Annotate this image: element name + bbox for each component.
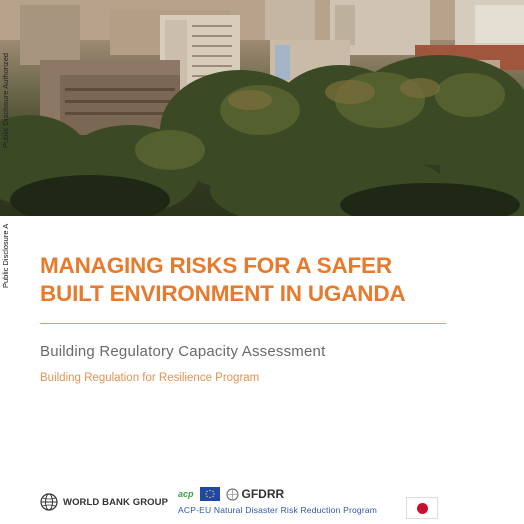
disclosure-stamp [1,40,13,170]
acp-logo: acp [178,489,194,499]
disclosure-stamp-partial [1,210,13,290]
gfdrr-logo [226,487,285,501]
gfdrr-globe-icon [226,488,239,501]
title-divider [40,323,446,324]
program-name: Building Regulation for Resilience Program [40,372,260,384]
disclosure-stamp-text: Public Disclosure Authorized [1,52,10,148]
report-subtitle: Building Regulatory Capacity Assessment [40,343,326,360]
partner-logo-row [178,485,403,503]
eu-flag-icon [200,487,220,501]
world-bank-group-label: WORLD BANK GROUP [63,496,169,508]
globe-icon [40,493,58,511]
cover-photo-kampala-city [0,0,524,216]
disclosure-stamp-partial-text: Public Disclosure A [1,223,10,288]
world-bank-group-logo [40,493,168,511]
report-title-line2: BUILT ENVIRONMENT IN UGANDA [40,281,406,306]
japan-flag-icon [406,497,438,519]
report-title-line1: MANAGING RISKS FOR A SAFER [40,253,392,278]
report-title [40,252,480,308]
partner-logos [178,485,403,515]
acp-eu-program-label: ACP-EU Natural Disaster Risk Reduction Program [178,505,378,515]
gfdrr-label: GFDRR [241,487,285,501]
city-skyline-illustration [0,0,524,216]
